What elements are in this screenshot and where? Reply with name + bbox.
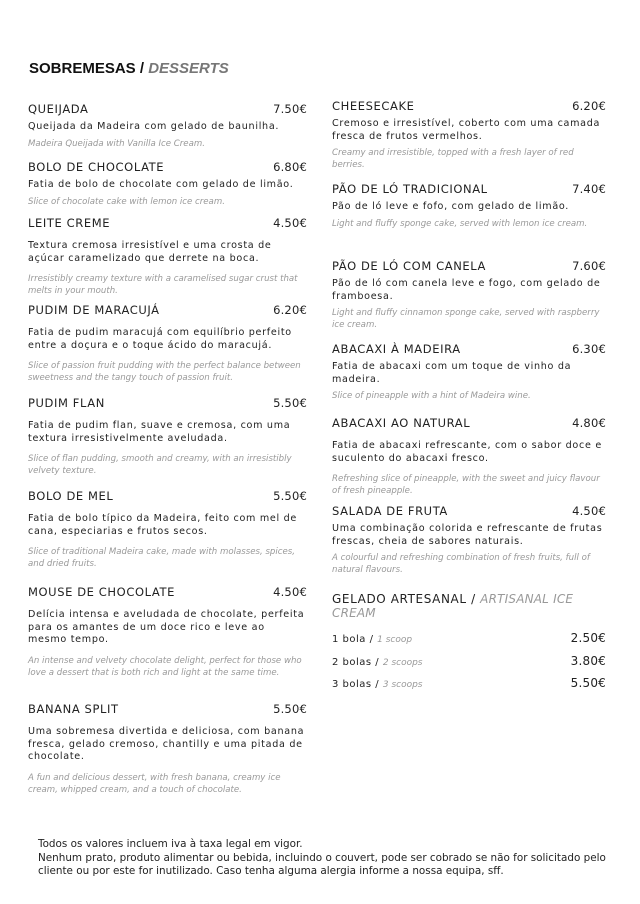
item-description-pt: Pão de ló com canela leve e fogo, com gelado de framboesa. <box>332 278 601 302</box>
item-header <box>28 303 307 317</box>
item-description-pt: Fatia de pudim flan, suave e cremosa, com uma textura irresistivelmente aveludada. <box>28 420 291 444</box>
page-title <box>29 60 229 77</box>
menu-item <box>28 702 307 796</box>
item-name: BANANA SPLIT <box>28 702 119 716</box>
item-price: 6.20€ <box>273 303 307 317</box>
scoop-separator: / <box>365 634 378 645</box>
item-description-pt: Fatia de abacaxi com um toque de vinho da madeira. <box>332 361 572 385</box>
item-description-pt: Fatia de bolo de chocolate com gelado de limão. <box>28 179 294 190</box>
item-header <box>332 342 606 356</box>
scoop-price: 3.80€ <box>570 654 606 668</box>
gelado-title-pt: GELADO ARTESANAL <box>332 592 467 606</box>
menu-item <box>28 216 307 297</box>
item-description-en: Light and fluffy sponge cake, served with lemon ice cream. <box>332 218 588 229</box>
scoop-option <box>332 654 606 668</box>
item-price: 5.50€ <box>273 489 307 503</box>
item-description-pt: Cremoso e irresistível, coberto com uma camada fresca de frutos vermelhos. <box>332 118 601 142</box>
item-name: MOUSE DE CHOCOLATE <box>28 585 175 599</box>
item-header <box>28 160 307 174</box>
item-name: BOLO DE MEL <box>28 489 114 503</box>
menu-item <box>332 99 606 171</box>
item-price: 7.50€ <box>273 102 307 116</box>
item-description-en: Creamy and irresistible, topped with a fresh layer of red berries. <box>332 148 574 170</box>
menu-item <box>332 342 606 402</box>
item-header <box>28 216 307 230</box>
scoop-en: 2 scoops <box>382 658 423 668</box>
item-name: LEITE CREME <box>28 216 111 230</box>
item-description-en: Slice of chocolate cake with lemon ice cream. <box>28 196 225 207</box>
scoop-option <box>332 631 606 645</box>
item-header <box>28 702 307 716</box>
item-description-en: Slice of traditional Madeira cake, made with molasses, spices, and dried fruits. <box>28 547 295 569</box>
item-description-en: Slice of passion fruit pudding with the perfect balance between sweetness and the tangy touch of passion fruit. <box>28 361 301 383</box>
item-description-en: Slice of pineapple with a hint of Madeira wine. <box>332 391 531 401</box>
item-description-en: Refreshing slice of pineapple, with the sweet and juicy flavour of fresh pineapple. <box>332 474 600 496</box>
scoop-separator: / <box>371 657 383 668</box>
item-description-pt: Fatia de pudim maracujá com equilíbrio perfeito entre a doçura e o toque ácido do maracujá. <box>28 327 292 351</box>
item-name: PUDIM FLAN <box>28 396 105 410</box>
item-description-pt: Uma sobremesa divertida e deliciosa, com banana fresca, gelado cremoso, chantilly e uma pitada de chocolate. <box>28 726 305 762</box>
title-pt: SOBREMESAS <box>29 60 136 77</box>
item-description-en: Slice of flan pudding, smooth and creamy, with an irresistibly velvety texture. <box>28 454 292 476</box>
item-description-pt: Fatia de abacaxi refrescante, com o sabor doce e suculento do abacaxi fresco. <box>332 440 602 464</box>
footer-note <box>38 838 608 879</box>
menu-item <box>332 182 606 230</box>
item-header <box>332 504 606 518</box>
item-price: 5.50€ <box>273 396 307 410</box>
item-header <box>332 416 606 430</box>
item-name: PÃO DE LÓ TRADICIONAL <box>332 182 488 196</box>
scoop-option <box>332 676 606 690</box>
menu-item <box>28 303 307 384</box>
item-price: 6.30€ <box>572 342 606 356</box>
gelado-heading <box>332 592 606 620</box>
scoop-price: 5.50€ <box>570 676 606 690</box>
item-description-pt: Textura cremosa irresistível e uma crosta de açúcar caramelizado que derrete na boca. <box>28 240 272 264</box>
menu-item <box>28 102 307 150</box>
scoop-pt: 1 bola <box>332 634 366 645</box>
item-name: BOLO DE CHOCOLATE <box>28 160 165 174</box>
item-price: 6.80€ <box>273 160 307 174</box>
item-description-en: Irresistibly creamy texture with a caramelised sugar crust that melts in your mouth. <box>28 274 298 296</box>
item-header <box>332 99 606 113</box>
item-description-en: Light and fluffy cinnamon sponge cake, served with raspberry ice cream. <box>332 308 600 330</box>
item-description-pt: Fatia de bolo típico da Madeira, feito com mel de cana, especiarias e frutos secos. <box>28 513 298 537</box>
item-price: 4.80€ <box>572 416 606 430</box>
item-price: 5.50€ <box>273 702 307 716</box>
title-en: DESSERTS <box>148 60 229 77</box>
scoop-en: 1 scoop <box>377 635 413 645</box>
item-price: 4.50€ <box>273 216 307 230</box>
gelado-separator: / <box>466 592 481 606</box>
item-name: PÃO DE LÓ COM CANELA <box>332 259 487 273</box>
item-description-en: A fun and delicious dessert, with fresh banana, creamy ice cream, whipped cream, and a touch of chocolate. <box>28 772 281 795</box>
item-header <box>28 396 307 410</box>
scoop-pt: 2 bolas <box>332 657 372 668</box>
item-header <box>28 102 307 116</box>
menu-item <box>332 504 606 576</box>
footer-allergy-note: Nenhum prato, produto alimentar ou bebida, incluindo o couvert, pode ser cobrado se não for solicitado pelo cliente ou por este for inutilizado. Caso tenha alguma alergia informe a nossa equipa, sff. <box>38 851 606 877</box>
item-description-pt: Uma combinação colorida e refrescante de frutas frescas, cheia de sabores naturais. <box>332 523 603 547</box>
menu-item <box>332 259 606 331</box>
item-header <box>28 489 307 503</box>
item-name: SALADA DE FRUTA <box>332 504 448 518</box>
item-name: QUEIJADA <box>28 102 89 116</box>
item-price: 7.60€ <box>572 259 606 273</box>
item-header <box>28 585 307 599</box>
footer-vat-note: Todos os valores incluem iva à taxa legal em vigor. <box>38 838 303 850</box>
scoop-en: 3 scoops <box>382 680 423 690</box>
item-description-pt: Pão de ló leve e fofo, com gelado de limão. <box>332 201 570 212</box>
title-separator: / <box>135 60 149 77</box>
item-price: 7.40€ <box>572 182 606 196</box>
item-name: PUDIM DE MARACUJÁ <box>28 303 160 317</box>
gelado-section <box>332 592 606 690</box>
menu-item <box>28 585 307 679</box>
item-header <box>332 182 606 196</box>
scoop-price: 2.50€ <box>570 631 606 645</box>
menu-item <box>28 396 307 477</box>
menu-item <box>28 489 307 570</box>
scoop-pt: 3 bolas <box>332 679 372 690</box>
item-price: 4.50€ <box>572 504 606 518</box>
item-description-en: A colourful and refreshing combination of fresh fruits, full of natural flavours. <box>332 553 590 575</box>
item-description-en: Madeira Queijada with Vanilla Ice Cream. <box>28 138 205 149</box>
gelado-title-en: ARTISANAL ICE CREAM <box>332 592 574 620</box>
menu-item <box>28 160 307 208</box>
item-name: ABACAXI AO NATURAL <box>332 416 471 430</box>
item-header <box>332 259 606 273</box>
scoop-separator: / <box>371 679 383 690</box>
item-name: ABACAXI À MADEIRA <box>332 342 461 356</box>
item-description-pt: Delícia intensa e aveludada de chocolate, perfeita para os amantes de um doce rico e leve ao mesmo tempo. <box>28 609 305 645</box>
menu-item <box>332 416 606 497</box>
item-price: 6.20€ <box>572 99 606 113</box>
item-description-en: An intense and velvety chocolate delight, perfect for those who love a dessert that is both rich and light at the same time. <box>28 655 302 678</box>
item-name: CHEESECAKE <box>332 99 415 113</box>
item-price: 4.50€ <box>273 585 307 599</box>
item-description-pt: Queijada da Madeira com gelado de baunilha. <box>28 121 280 132</box>
